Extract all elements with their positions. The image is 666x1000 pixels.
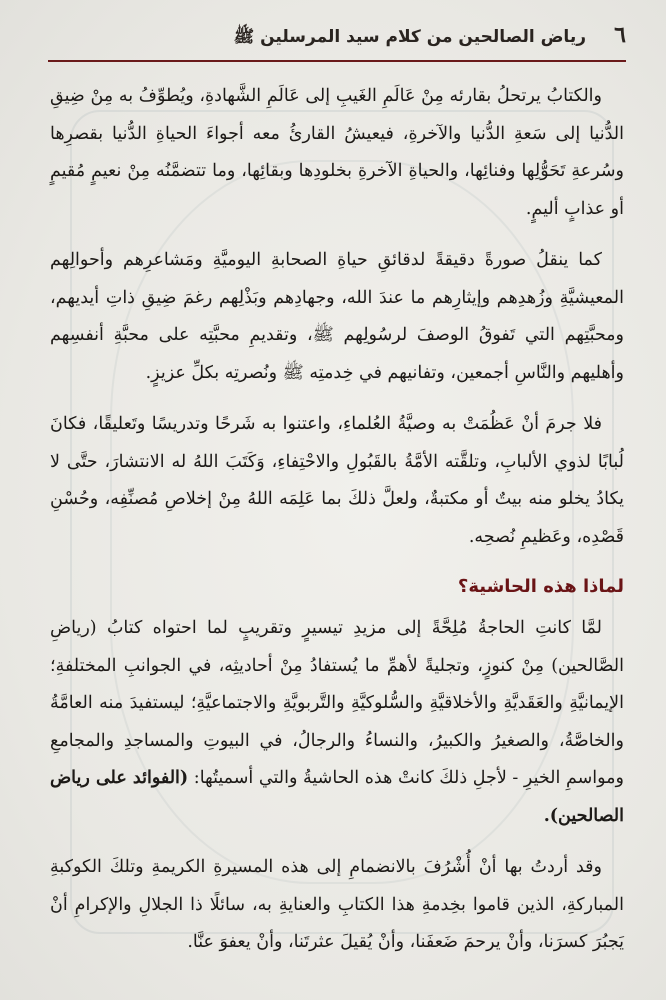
paragraph-4-text: لمَّا كانتِ الحاجةُ مُلِحَّةً إلى مزيدِ تيسيرٍ وتقريبٍ لما احتواه كتابُ (رياضِ الصَّالحين) مِنْ كنوزٍ، وتجليةً لأهمِّ ما يُستفادُ مِنْ أحاديثِه، في الجوانبِ المختلفةِ؛ الإيمانيَّةِ والعَقَديَّةِ والأخلاقيَّةِ والسُّلوكيَّةِ والتَّربويَّةِ والاجتماعيَّةِ؛ ليستفيدَ منه العامَّةُ والخاصَّةُ، والصغيرُ والكبيرُ، والنساءُ والرجالُ، في البيوتِ والمساجدِ والمجامعِ ومواسمِ الخيرِ - لأجلِ ذلكَ كانتْ هذه الحاشيةُ والتي أسميتُها: — [50, 618, 624, 788]
paragraph-5: وقد أردتُ بها أنْ أُشْرُفَ بالانضمامِ إلى هذه المسيرةِ الكريمةِ وتلكَ الكوكبةِ المباركةِ، الذين قاموا بخِدمةِ هذا الكتابِ والعنايةِ به، سائلًا ذا الجلالِ والإكرامِ أنْ يَجبُرَ كسرَنا، وأنْ يرحمَ ضَعفَنا، وأنْ يُقيلَ عثرتَنا، وأنْ يعفوَ عنَّا. — [50, 857, 624, 952]
header-divider — [48, 60, 626, 62]
paragraph-3: فلا جرمَ أنْ عَظُمَتْ به وصيَّةُ العُلماءِ، واعتنوا به شَرحًا وتدريسًا وتَعليقًا، فكانَ لُبابًا لذوي الألبابِ، وتلقَّته الأمَّةُ بالقَبُولِ والاحْتِفاءِ، وَكَتَبَ اللهُ له الانتشارَ، حتَّى لا يكادُ يخلو منه بيتٌ أو مكتبةٌ، ولعلَّ ذلكَ بما عَلِمَه اللهُ مِنْ إخلاصِ مُصنِّفِه، وحُسْنِ قَصْدِه، وعَظيمِ نُصحِه. — [50, 414, 624, 547]
paragraph-4 — [50, 610, 624, 835]
paragraph-2: كما ينقلُ صورةً دقيقةً لدقائقِ حياةِ الصحابةِ اليوميَّةِ ومَشاعرِهم وأحوالِهم المعيشيَّةِ وزُهدِهم وإيثارِهم ما عندَ الله، وجهادِهم وبَذْلِهم رغمَ ضِيقِ ذاتِ أيديهم، ومحبَّتِهم التي تَفوقُ الوصفَ لرسُولِهم ﷺ، وتقديمِ محبَّتِه على محبَّةِ أنفسِهم وأهليهم والنَّاسِ أجمعين، وتفانيهم في خِدمتِه ﷺ ونُصرتِه بكلِّ عزيزٍ. — [50, 250, 624, 383]
book-title-bold: (الفوائد على رياض الصالحين). — [50, 768, 624, 826]
body-text — [50, 78, 624, 962]
running-title: رياض الصالحين من كلام سيد المرسلين ﷺ — [233, 27, 586, 47]
page-number: ٦ — [614, 22, 626, 48]
paragraph-1: والكتابُ يرتحلُ بقارئه مِنْ عَالَمِ الغَيبِ إلى عَالَمِ الشَّهادةِ، ويُطوِّفُ به مِنْ ضِيقِ الدُّنيا إلى سَعةِ الدُّنيا والآخرةِ، فيعيشُ القارئُ معه أجواءَ الحياةِ الدُّنيا بقصرِها وسُرعةِ تَحَوُّلِها وفنائِها، والحياةِ الآخرةِ بخلودِها وبقائِها، وما تتضمَّنُه مِنْ نعيمٍ مُقيمٍ أو عذابٍ أليمٍ. — [50, 86, 624, 219]
page-header — [52, 22, 626, 52]
section-heading: لماذا هذه الحاشية؟ — [457, 576, 624, 597]
